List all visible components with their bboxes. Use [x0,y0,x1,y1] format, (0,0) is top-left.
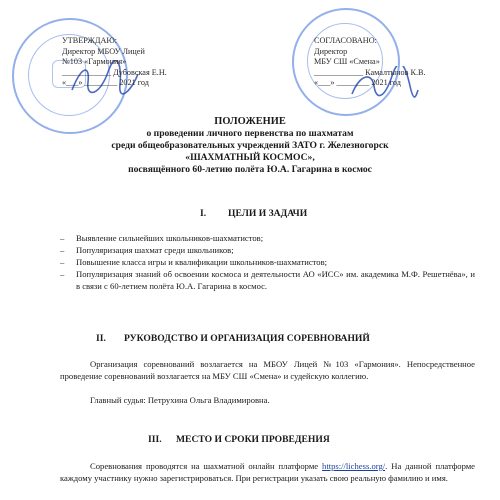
approval-left [62,36,167,89]
approval-left-line5: «___» ________ 2021 год [62,78,149,87]
section-2-heading [96,333,370,344]
section-3-title: МЕСТО И СРОКИ ПРОВЕДЕНИЯ [176,434,330,445]
approval-right-line4: ____________ Камалтынов К.В. [314,67,426,77]
approval-left-signature-text: Дубовская [113,67,150,77]
approval-right-line2: Директор [314,46,348,56]
section-1-heading [200,208,307,219]
title-line5: посвящённого 60-летию полёта Ю.А. Гагарина в космос [128,164,372,175]
approval-right-year: 2021 год [371,78,401,87]
section-2-number: II. [96,333,106,344]
section-1-title: ЦЕЛИ И ЗАДАЧИ [228,208,308,219]
title-line1: ПОЛОЖЕНИЕ [214,116,286,127]
approval-right [314,36,426,89]
approval-left-line4: ____________ Дубовская Е.Н. [62,67,167,77]
section-3-number: III. [148,434,162,445]
section-3-heading [148,434,330,445]
section-2-paragraph-1: Организация соревнований возлагается на МБОУ Лицей №103 «Гармония». Непосредственное проведение соревнований возлагается на МБУ СШ «Смена» и судейскую коллегию. [60,359,475,381]
approval-left-line3: №103 «Гармония» [62,57,127,66]
section-3-paragraph-1: Соревнования проводятся на шахматной онлайн платформе https://lichess.org/. На данной платформе каждому участнику нужно зарегистрироваться. При регистрации указать свою реальную фамилию и имя. [60,461,475,483]
list-item: – Популяризация знаний об освоении космоса и деятельности АО «ИСС» им. академика М.Ф. Решетнёва», и в связи с 60-летием полёта Ю.А. Гагарина в космос. [60,269,475,291]
approval-left-line2: Директор МБОУ Лицей [62,46,145,56]
approval-right-line1: СОГЛАСОВАНО: [314,36,377,45]
title-line3: среди общеобразовательных учреждений ЗАТО г. Железногорск [111,140,389,151]
document-title [40,116,460,176]
approval-right-name: Камалтынов К.В. [365,67,426,77]
approval-left-line1: УТВЕРЖДАЮ: [62,36,118,45]
approval-left-initials: Е.Н. [151,67,167,77]
lichess-link[interactable]: https://lichess.org/ [322,461,386,471]
approval-right-line3: МБУ СШ «Смена» [314,57,380,66]
title-line2: о проведении личного первенства по шахматам [146,128,354,139]
list-item: – Повышение класса игры и квалификации школьников-шахматистов; [60,257,328,267]
list-item: – Популяризация шахмат среди школьников; [60,245,234,255]
section-1-number: I. [200,208,207,219]
approval-left-year: 2021 год [119,78,149,87]
section-2-paragraph-2: Главный судья: Петрухина Ольга Владимировна. [90,395,270,405]
title-line4: «ШАХМАТНЫЙ КОСМОС», [185,152,315,163]
approval-right-line5: «___» ________ 2021 год [314,78,401,87]
list-item: – Выявление сильнейших школьников-шахматистов; [60,233,264,243]
section-1-list [60,232,475,292]
section-2-title: РУКОВОДСТВО И ОРГАНИЗАЦИЯ СОРЕВНОВАНИЙ [124,333,370,344]
